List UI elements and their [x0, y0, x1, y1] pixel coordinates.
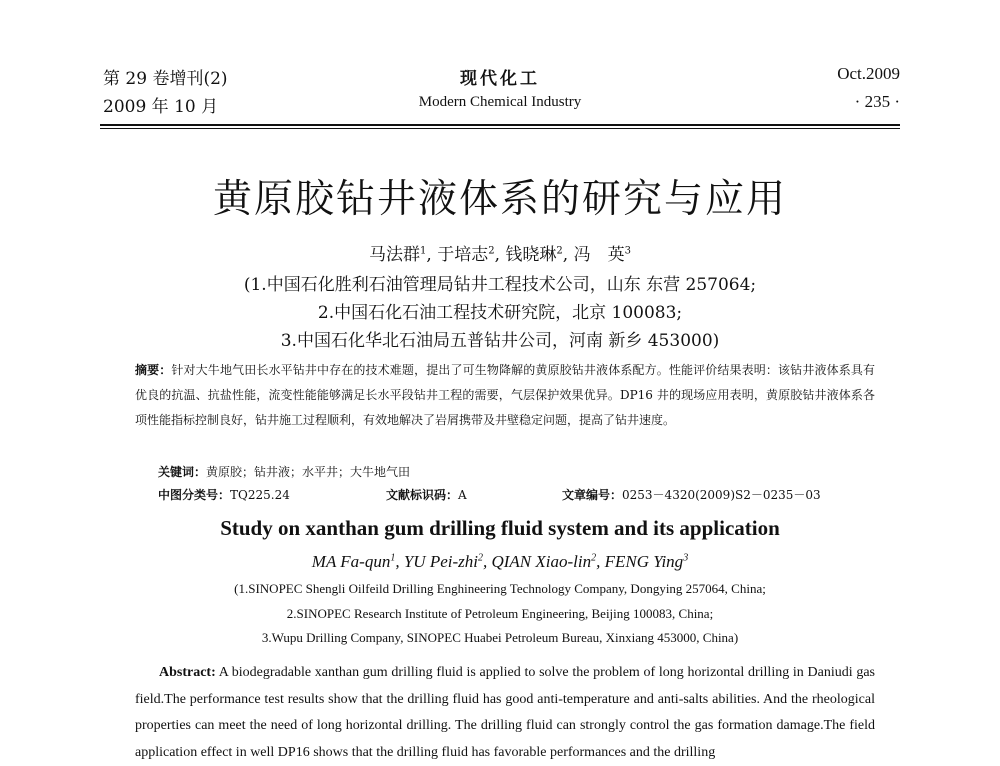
- abstract-en-text: A biodegradable xanthan gum drilling fluid is applied to solve the problem of long horizontal drilling in Daniudi gas field.The performance test results show that the drilling fluid has good anti-temperature and anti-salts abilities. And the rheological properties can meet the need of long horizontal drilling. The drilling fluid can strongly control the gas formation damage.The field application effect in well DP16 shows that the drilling fluid has favorable performances and the drilling: [135, 665, 876, 760]
- author-name: 钱晓琳: [505, 245, 557, 265]
- header-rule: [100, 124, 900, 129]
- document-code: [386, 486, 467, 503]
- author-affil-mark: 2: [556, 245, 563, 257]
- issue-date-en: Oct.2009: [837, 64, 900, 83]
- affiliation-en-1: (1.SINOPEC Shengli Oilfeild Drilling Enghineering Technology Company, Dongying 257064, China;: [234, 581, 766, 596]
- volume-issue: 第 29 卷增刊(2): [103, 69, 228, 89]
- affiliation-cn-2: 2.中国石化石油工程技术研究院，北京 100083;: [317, 303, 683, 323]
- author-affil-mark: 2: [591, 552, 597, 564]
- author-list-cn: 马法群$^1$, 于培志$^2$, 钱晓琳$^2$, 冯 英$^3$: [369, 245, 631, 265]
- article-number: [562, 486, 821, 503]
- author-affil-mark: 2: [477, 552, 483, 564]
- keywords-cn: [158, 463, 410, 480]
- affiliation-en-2: 2.SINOPEC Research Institute of Petroleum Engineering, Beijing 100083, China;: [286, 606, 714, 621]
- author-name: 马法群: [369, 245, 421, 265]
- author-affil-mark: 3: [683, 552, 689, 564]
- journal-name-cn: 现代化工: [460, 69, 540, 89]
- abstract-cn-text: 针对大牛地气田长水平钻井中存在的技术难题，提出了可生物降解的黄原胶钻井液体系配方。性能评价结果表明：该钻井液体系具有优良的抗温、抗盐性能，流变性能能够满足长水平段钻井工程的需要，气层保护效果优异。DP16 井的现场应用表明，黄原胶钻井液体系各项性能指标控制良好，钻井施工过程顺利，有效地解决了岩屑携带及井壁稳定问题，提高了钻井速度。: [135, 363, 875, 427]
- abstract-en-label: Abstract:: [159, 665, 216, 680]
- author-name: FENG Ying: [604, 552, 684, 571]
- issue-date-cn: 2009 年 10 月: [103, 97, 219, 117]
- abstract-en: [135, 660, 875, 766]
- author-name: 于培志: [437, 245, 489, 265]
- document-code-label: 文献标识码：: [386, 488, 459, 502]
- journal-name-en: Modern Chemical Industry: [418, 94, 582, 110]
- clc-number: [158, 486, 290, 503]
- author-list-en: MA Fa-qun$^1$, YU Pei-zhi$^2$, QIAN Xiao-lin$^2$, FENG Ying$^3$: [311, 552, 689, 571]
- page-number: · 235 ·: [854, 92, 900, 111]
- paper-title-en: Study on xanthan gum drilling fluid system and its application: [220, 516, 780, 540]
- clc-value: TQ225.24: [230, 488, 290, 502]
- abstract-cn: [135, 358, 875, 433]
- abstract-cn-label: 摘要：: [135, 363, 172, 377]
- document-code-value: A: [458, 488, 467, 502]
- article-number-value: 0253－4320(2009)S2－0235－03: [622, 488, 821, 502]
- keywords-label: 关键词：: [158, 465, 207, 479]
- article-number-label: 文章编号：: [562, 488, 623, 502]
- author-affil-mark: 3: [624, 245, 631, 257]
- paper-title-cn: 黄原胶钻井液体系的研究与应用: [212, 177, 787, 222]
- author-name: YU Pei-zhi: [403, 552, 478, 571]
- author-name: 冯 英: [573, 245, 625, 265]
- author-name: MA Fa-qun: [311, 552, 391, 571]
- author-name: QIAN Xiao-lin: [491, 552, 592, 571]
- keywords-text: 黄原胶；钻井液；水平井；大牛地气田: [206, 465, 411, 479]
- affiliation-en-3: 3.Wupu Drilling Company, SINOPEC Huabei Petroleum Bureau, Xinxiang 453000, China): [261, 630, 739, 645]
- author-affil-mark: 1: [390, 552, 396, 564]
- author-affil-mark: 1: [420, 245, 427, 257]
- affiliation-cn-1: (1.中国石化胜利石油管理局钻井工程技术公司，山东 东营 257064;: [243, 275, 757, 295]
- clc-label: 中图分类号：: [158, 488, 231, 502]
- affiliation-cn-3: 3.中国石化华北石油局五普钻井公司，河南 新乡 453000): [280, 331, 720, 351]
- author-affil-mark: 2: [488, 245, 495, 257]
